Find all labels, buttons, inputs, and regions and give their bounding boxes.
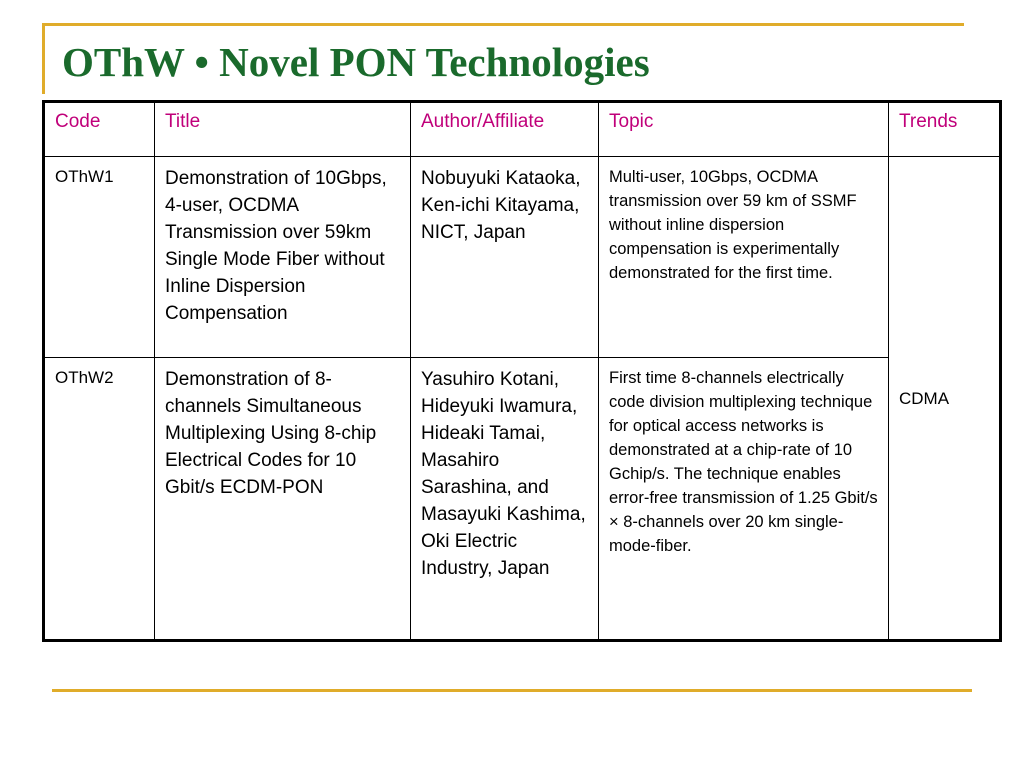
row-trend: CDMA [889, 157, 1001, 641]
row-topic: First time 8-channels electrically code division multiplexing technique for optical access networks is demonstrated at a chip-rate of 10 Gchip/s. The technique enables error-free transmission of 1.25 Gbit/s × 8-channels over 20 km single-mode-fiber. [599, 358, 889, 641]
row-title: Demonstration of 8-channels Simultaneous Multiplexing Using 8-chip Electrical Codes for 10 Gbit/s ECDM-PON [155, 358, 411, 641]
header-code: Code [44, 102, 155, 157]
row-code: OThW2 [44, 358, 155, 641]
row-code: OThW1 [44, 157, 155, 358]
header-author: Author/Affiliate [411, 102, 599, 157]
left-accent-line [42, 24, 45, 94]
sessions-table [42, 100, 1002, 642]
row-title: Demonstration of 10Gbps, 4-user, OCDMA Transmission over 59km Single Mode Fiber without Inline Dispersion Compensation [155, 157, 411, 358]
row-author: Nobuyuki Kataoka, Ken-ichi Kitayama, NICT, Japan [411, 157, 599, 358]
table-header-row [44, 102, 1001, 157]
row-topic: Multi-user, 10Gbps, OCDMA transmission over 59 km of SSMF without inline dispersion compensation is experimentally demonstrated for the first time. [599, 157, 889, 358]
top-accent-line [42, 23, 964, 26]
slide-title: OThW • Novel PON Technologies [62, 39, 650, 85]
table-row [44, 157, 1001, 358]
row-author: Yasuhiro Kotani, Hideyuki Iwamura, Hideaki Tamai, Masahiro Sarashina, and Masayuki Kashima, Oki Electric Industry, Japan [411, 358, 599, 641]
header-trends: Trends [889, 102, 1001, 157]
header-topic: Topic [599, 102, 889, 157]
header-title: Title [155, 102, 411, 157]
table-row [44, 358, 1001, 641]
bottom-accent-line [52, 689, 972, 692]
